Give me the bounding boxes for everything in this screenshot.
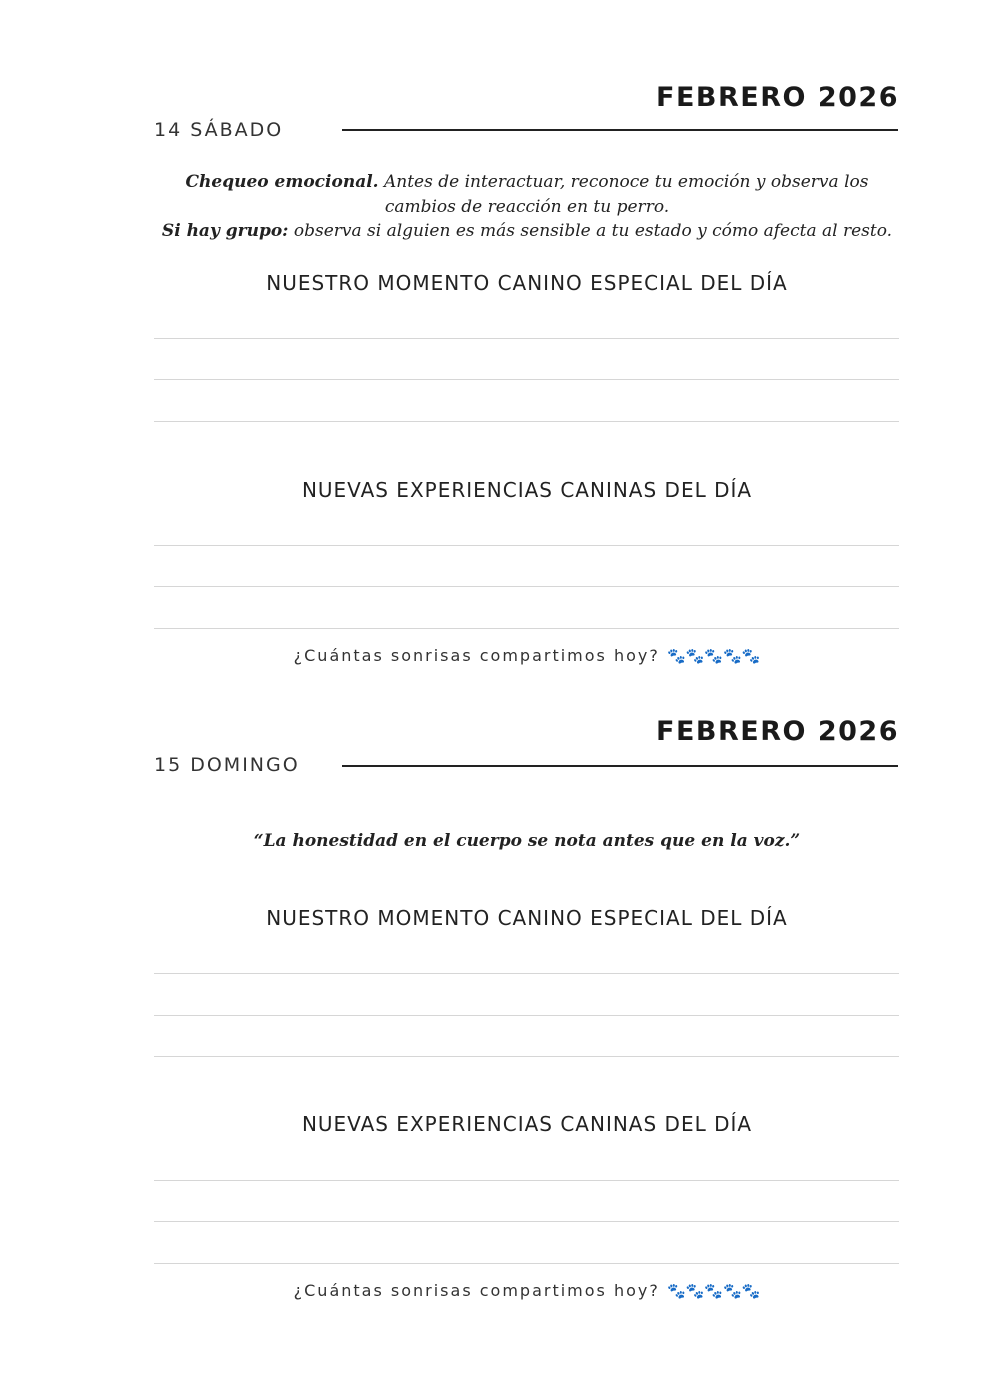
writing-line[interactable] [154,628,899,629]
daily-quote: “La honestidad en el cuerpo se nota antes que en la voz.” [253,831,801,851]
new-experiences-title: NUEVAS EXPERIENCIAS CANINAS DEL DÍA [301,1112,753,1136]
writing-line[interactable] [154,1015,899,1016]
writing-line[interactable] [154,379,899,380]
writing-line[interactable] [154,1221,899,1222]
note-line-3: Si hay grupo: observa si alguien es más sensible a tu estado y cómo afecta al resto. [161,221,893,241]
writing-line[interactable] [154,1056,899,1057]
month-title: FEBRERO 2026 [656,716,899,747]
note-line-1: Chequeo emocional. Antes de interactuar, reconoce tu emoción y observa los [185,172,869,192]
note-line-2: cambios de reacción en tu perro. [384,196,670,217]
day-label: 14 SÁBADO [154,119,284,141]
month-title: FEBRERO 2026 [656,82,899,113]
smiles-question: ¿Cuántas sonrisas compartimos hoy? [293,1281,660,1300]
special-moment-title: NUESTRO MOMENTO CANINO ESPECIAL DEL DÍA [266,906,788,930]
new-experiences-title: NUEVAS EXPERIENCIAS CANINAS DEL DÍA [301,478,753,502]
smiles-question: ¿Cuántas sonrisas compartimos hoy? [293,646,660,665]
writing-line[interactable] [154,421,899,422]
writing-line[interactable] [154,338,899,339]
writing-line[interactable] [154,586,899,587]
header-rule [342,765,898,767]
smiles-rating [154,646,900,665]
writing-line[interactable] [154,1180,899,1181]
paw-rating-icon[interactable]: 🐾🐾🐾🐾🐾 [666,647,761,665]
daily-note [154,170,900,244]
writing-line[interactable] [154,1263,899,1264]
paw-rating-icon[interactable]: 🐾🐾🐾🐾🐾 [666,1282,761,1300]
day-label: 15 DOMINGO [154,754,300,776]
writing-line[interactable] [154,973,899,974]
smiles-rating [154,1281,900,1300]
header-rule [342,129,898,131]
writing-line[interactable] [154,545,899,546]
special-moment-title: NUESTRO MOMENTO CANINO ESPECIAL DEL DÍA [266,271,788,295]
